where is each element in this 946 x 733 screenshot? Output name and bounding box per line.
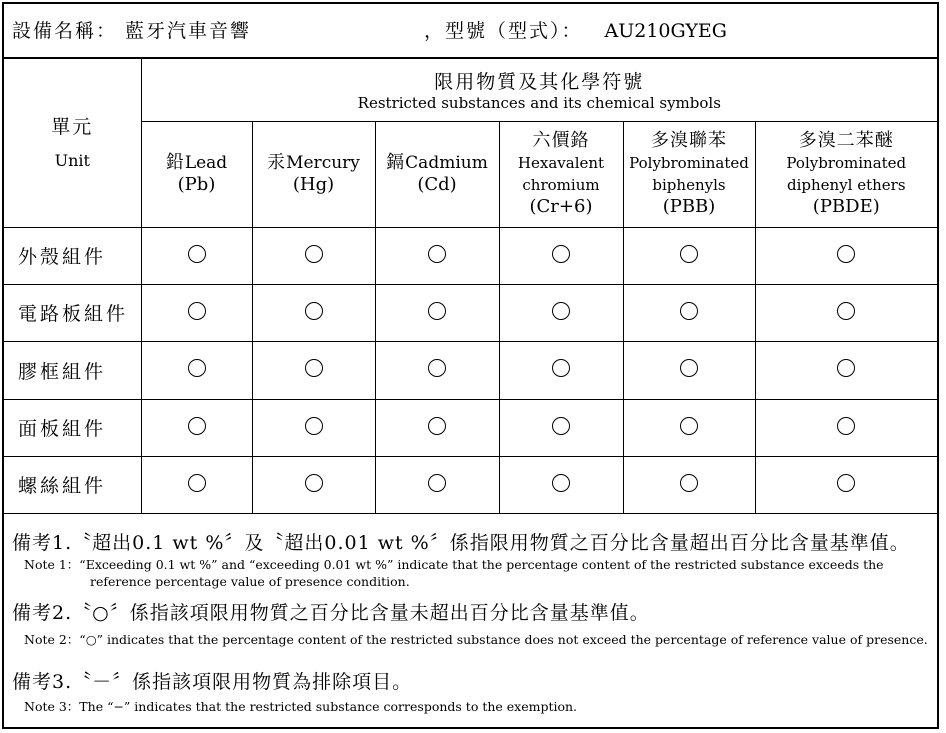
not-exceeding-circle-icon <box>837 245 855 263</box>
not-exceeding-circle-icon <box>552 417 570 435</box>
not-exceeding-circle-icon <box>305 359 323 377</box>
not-exceeding-circle-icon <box>428 474 446 492</box>
table-cell <box>252 284 375 341</box>
table-cell <box>755 284 937 341</box>
table-cell <box>375 284 499 341</box>
table-cell <box>499 284 623 341</box>
table-cell <box>755 456 937 513</box>
note-2-en: Note 2：“○” indicates that the percentage content of the restricted substance does not exceed the percentage of reference value of presence. <box>24 632 928 647</box>
not-exceeding-circle-icon <box>188 245 206 263</box>
note-1-en-continued: reference percentage value of presence condition. <box>90 574 410 589</box>
table-cell <box>499 399 623 456</box>
row-label: 膠框組件 <box>4 341 141 399</box>
substances-group-header <box>141 59 937 121</box>
table-cell <box>141 341 252 399</box>
not-exceeding-circle-icon <box>188 302 206 320</box>
table-cell <box>252 399 375 456</box>
table-cell <box>141 284 252 341</box>
table-cell <box>499 227 623 284</box>
not-exceeding-circle-icon <box>428 417 446 435</box>
rohs-declaration-document <box>2 2 939 729</box>
not-exceeding-circle-icon <box>837 417 855 435</box>
table-cell <box>623 456 755 513</box>
table-cell <box>141 456 252 513</box>
table-row <box>4 341 937 399</box>
table-cell <box>375 341 499 399</box>
table-cell <box>755 227 937 284</box>
not-exceeding-circle-icon <box>680 417 698 435</box>
table-cell <box>623 399 755 456</box>
not-exceeding-circle-icon <box>837 474 855 492</box>
table-cell <box>499 341 623 399</box>
not-exceeding-circle-icon <box>837 302 855 320</box>
note-1-en: Note 1：“Exceeding 0.1 wt %” and “exceeding 0.01 wt %” indicate that the percentage content of the restricted substance exceeds the <box>24 557 884 572</box>
group-header-en: Restricted substances and its chemical symbols <box>357 94 721 113</box>
table-cell <box>623 284 755 341</box>
table-cell <box>755 399 937 456</box>
not-exceeding-circle-icon <box>188 474 206 492</box>
table-cell <box>141 399 252 456</box>
substance-header-pbb: 多溴聯苯 Polybrominated biphenyls (PBB) <box>623 121 755 227</box>
model-label: ，型號（型式）： <box>424 20 583 42</box>
note-3-en: Note 3：The “−” indicates that the restricted substance corresponds to the exemption. <box>24 699 578 714</box>
not-exceeding-circle-icon <box>305 417 323 435</box>
device-name: 設備名稱： 藍牙汽車音響 <box>12 20 252 42</box>
not-exceeding-circle-icon <box>680 245 698 263</box>
not-exceeding-circle-icon <box>680 302 698 320</box>
table-cell <box>623 341 755 399</box>
table-cell <box>755 341 937 399</box>
not-exceeding-circle-icon <box>428 359 446 377</box>
substance-header-hexavalent-chromium: 六價鉻 Hexavalent chromium (Cr+6) <box>499 121 623 227</box>
not-exceeding-circle-icon <box>428 245 446 263</box>
table-cell <box>252 341 375 399</box>
note-2-zh: 備考2.〝○〞係指該項限用物質之百分比含量未超出百分比含量基準值。 <box>12 602 650 624</box>
not-exceeding-circle-icon <box>552 245 570 263</box>
table-cell <box>499 456 623 513</box>
unit-header <box>4 59 141 227</box>
group-header-zh: 限用物質及其化學符號 <box>434 71 645 94</box>
not-exceeding-circle-icon <box>428 302 446 320</box>
table-cell <box>375 227 499 284</box>
not-exceeding-circle-icon <box>305 474 323 492</box>
not-exceeding-circle-icon <box>680 359 698 377</box>
not-exceeding-circle-icon <box>552 474 570 492</box>
not-exceeding-circle-icon <box>188 417 206 435</box>
not-exceeding-circle-icon <box>552 302 570 320</box>
table-cell <box>375 456 499 513</box>
unit-header-zh: 單元 <box>51 115 94 138</box>
document-header <box>4 4 937 59</box>
row-label: 面板組件 <box>4 399 141 456</box>
table-row <box>4 456 937 513</box>
note-1-zh: 備考1.〝超出0.1 wt %〞及〝超出0.01 wt %〞係指限用物質之百分比含量超出百分比含量基準值。 <box>12 532 910 554</box>
substance-header-cadmium: 鎘Cadmium (Cd) <box>375 121 499 227</box>
note-3-zh: 備考3.〝－〞係指該項限用物質為排除項目。 <box>12 671 413 693</box>
not-exceeding-circle-icon <box>305 302 323 320</box>
model-line <box>424 16 727 43</box>
not-exceeding-circle-icon <box>680 474 698 492</box>
unit-header-en: Unit <box>54 151 90 171</box>
table-row <box>4 399 937 456</box>
table-cell <box>375 399 499 456</box>
row-label: 外殼組件 <box>4 227 141 284</box>
table-cell <box>252 456 375 513</box>
not-exceeding-circle-icon <box>837 359 855 377</box>
table-cell <box>623 227 755 284</box>
not-exceeding-circle-icon <box>305 245 323 263</box>
restricted-substances-table <box>4 59 937 514</box>
table-cell <box>252 227 375 284</box>
substance-header-lead: 鉛Lead (Pb) <box>141 121 252 227</box>
row-label: 電路板組件 <box>4 284 141 341</box>
not-exceeding-circle-icon <box>188 359 206 377</box>
not-exceeding-circle-icon <box>552 359 570 377</box>
table-row <box>4 284 937 341</box>
row-label: 螺絲組件 <box>4 456 141 513</box>
table-cell <box>141 227 252 284</box>
substance-header-mercury: 汞Mercury (Hg) <box>252 121 375 227</box>
substance-header-pbde: 多溴二苯醚 Polybrominated diphenyl ethers (PBDE) <box>755 121 937 227</box>
table-row <box>4 227 937 284</box>
model-value: AU210GYEG <box>604 20 727 42</box>
